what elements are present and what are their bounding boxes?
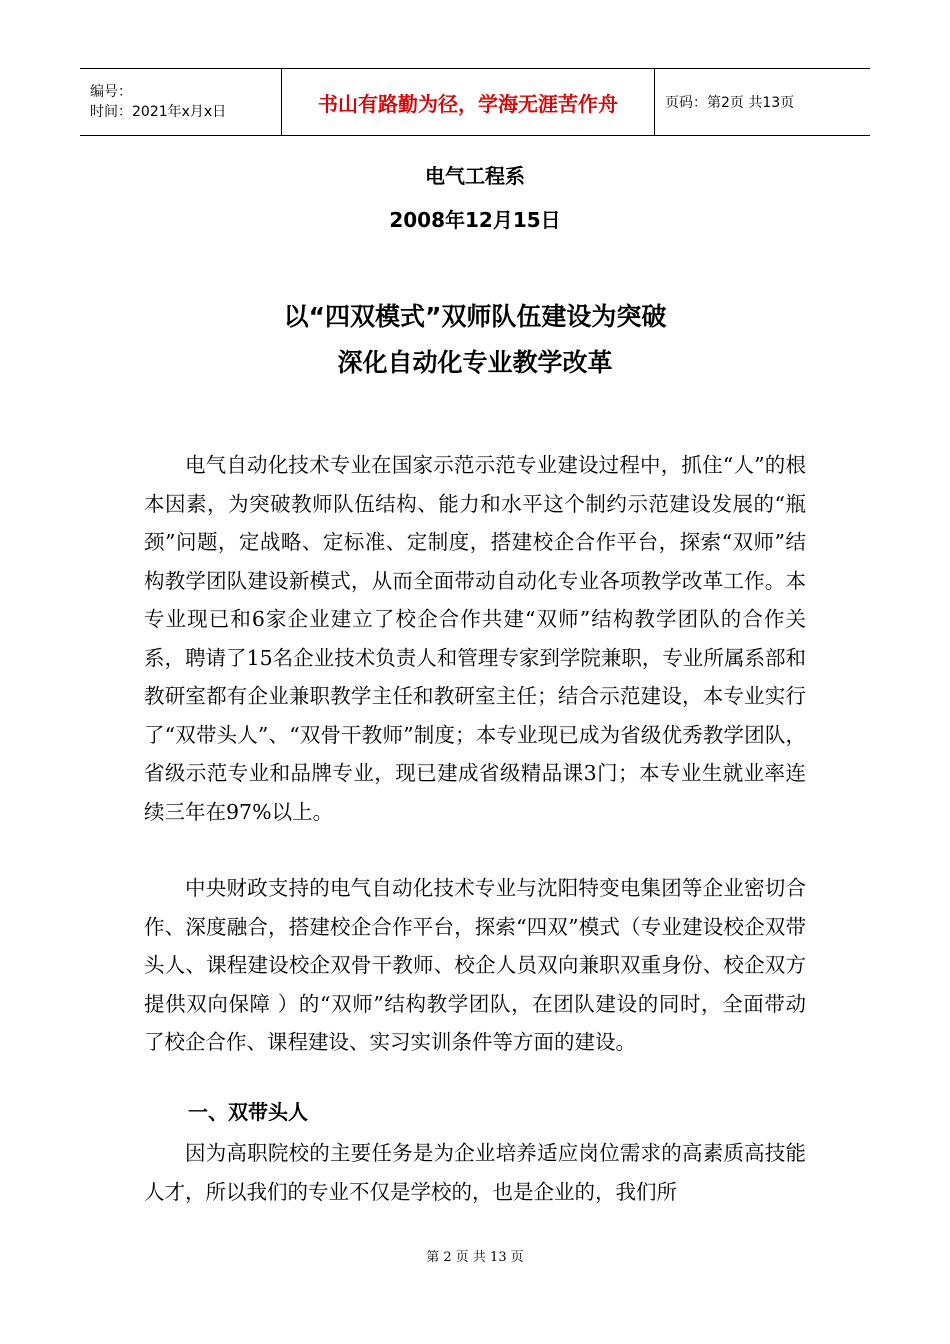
paragraph-1-text: 电气自动化技术专业在国家示范示范专业建设过程中，抓住“人”的根本因素，为突破教师队伍结构、能力和水平这个制约示范建设发展的“瓶颈”问题，定战略、定标准、定制度，搭建校企合作平台，探索“双师”结构教学团队建设新模式，从而全面带动自动化专业各项教学改革工作。本专业现已和6家企业建立了校企合作共建“双师”结构教学团队的合作关系，聘请了15名企业技术负责人和管理专家到学院兼职，专业所属系部和教研室都有企业兼职教学主任和教研室主任；结合示范建设，本专业实行了“双带头人”、“双骨干教师”制度；本专业现已成为省级优秀教学团队，省级示范专业和品牌专业，现已建成省级精品课3门；本专业生就业率连续三年在97%以上。 [144,453,806,824]
department-name: 电气工程系 [425,164,525,188]
header-motto-cell [281,69,655,135]
header-left-cell [80,69,281,135]
header-table [80,68,870,136]
time-label: 时间：2021年x月x日 [90,104,227,120]
page-footer: 第 2 页 共 13 页 [426,1250,524,1265]
document-date: 2008年12月15日 [389,208,561,232]
paragraph-3-text: 因为高职院校的主要任务是为企业培养适应岗位需求的高素质高技能人才，所以我们的专业不仅是学校的，也是企业的，我们所 [144,1141,806,1204]
paragraph-3 [144,1134,806,1211]
page-info: 页码：第2页 共13页 [665,95,795,111]
paragraph-1 [144,446,806,831]
title-line-2: 深化自动化专业教学改革 [337,348,613,377]
header-page-cell [655,69,870,135]
motto-text: 书山有路勤为径，学海无涯苦作舟 [318,91,618,116]
title-line-1: 以“四双模式”双师队伍建设为突破 [283,302,667,331]
section-heading: 一、双带头人 [188,1100,308,1124]
number-label: 编号： [90,84,132,100]
paragraph-2-text: 中央财政支持的电气自动化技术专业与沈阳特变电集团等企业密切合作、深度融合，搭建校企合作平台，探索“四双”模式（专业建设校企双带头人、课程建设校企双骨干教师、校企人员双向兼职双重身份、校企双方提供双向保障 ）的“双师”结构教学团队，在团队建设的同时，全面带动了校企合作、课程建设、实习实训条件等方面的建设。 [144,876,806,1054]
paragraph-2 [144,869,806,1062]
